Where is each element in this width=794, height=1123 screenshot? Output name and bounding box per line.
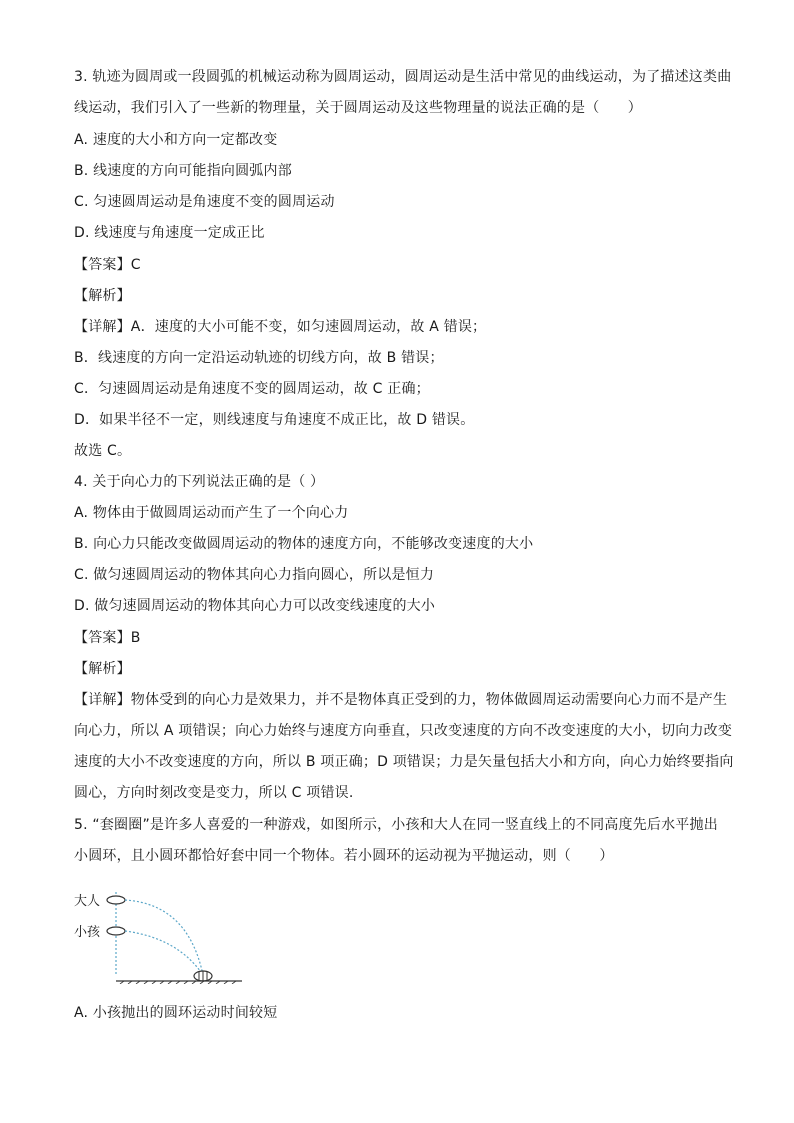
q5-stem-line1: 5. “套圈圈”是许多人喜爱的一种游戏，如图所示，小孩和大人在同一竖直线上的不同高度先后水平抛出 <box>74 817 718 833</box>
q4-option-b: B. 向心力只能改变做圆周运动的物体的速度方向，不能够改变速度的大小 <box>74 536 534 552</box>
q3-option-a: A. 速度的大小和方向一定都改变 <box>74 132 278 148</box>
q4-answer: 【答案】B <box>74 630 141 646</box>
q3-analysis-label: 【解析】 <box>74 288 131 304</box>
q3-stem-line2: 线运动，我们引入了一些新的物理量，关于圆周运动及这些物理量的说法正确的是（ ） <box>74 100 642 116</box>
adult-label: 大人 <box>74 894 101 909</box>
q5-option-a: A. 小孩抛出的圆环运动时间较短 <box>74 1005 278 1021</box>
q3-explanation-line4: D．如果半径不一定，则线速度与角速度不成正比，故 D 错误。 <box>74 412 475 428</box>
adult-trajectory <box>125 900 203 975</box>
q5-stem-line2: 小圆环，且小圆环都恰好套中同一个物体。若小圆环的运动视为平抛运动，则（ ） <box>74 848 614 864</box>
q3-explanation-line1: 【详解】A．速度的大小可能不变，如匀速圆周运动，故 A 错误； <box>74 319 487 335</box>
q3-answer: 【答案】C <box>74 257 141 273</box>
q3-option-c: C. 匀速圆周运动是角速度不变的圆周运动 <box>74 194 335 210</box>
q3-explanation-line3: C．匀速圆周运动是角速度不变的圆周运动，故 C 正确； <box>74 381 430 397</box>
adult-ring <box>107 896 125 904</box>
q3-stem-line1: 3. 轨迹为圆周或一段圆弧的机械运动称为圆周运动，圆周运动是生活中常见的曲线运动，为了描述这类曲 <box>74 69 732 85</box>
q4-stem: 4. 关于向心力的下列说法正确的是（ ） <box>74 474 325 490</box>
child-label: 小孩 <box>74 925 101 940</box>
q4-explanation-line4: 圆心，方向时刻改变是变力，所以 C 项错误. <box>74 785 354 801</box>
child-ring <box>107 927 125 935</box>
q3-explanation-line2: B．线速度的方向一定沿运动轨迹的切线方向，故 B 错误； <box>74 350 444 366</box>
q3-option-d: D. 线速度与角速度一定成正比 <box>74 225 265 241</box>
q4-explanation-line3: 速度的大小不改变速度的方向，所以 B 项正确；D 项错误；力是矢量包括大小和方向，向心力始终要指向 <box>74 754 734 770</box>
q4-option-d: D. 做匀速圆周运动的物体其向心力可以改变线速度的大小 <box>74 598 436 614</box>
q3-option-b: B. 线速度的方向可能指向圆弧内部 <box>74 163 292 179</box>
q4-option-a: A. 物体由于做圆周运动而产生了一个向心力 <box>74 505 349 521</box>
q4-option-c: C. 做匀速圆周运动的物体其向心力指向圆心，所以是恒力 <box>74 567 435 583</box>
child-trajectory <box>125 931 203 975</box>
ring-toss-figure <box>66 884 246 984</box>
ring-toss-diagram <box>66 884 246 984</box>
q3-explanation-line5: 故选 C。 <box>74 443 132 459</box>
q4-analysis-label: 【解析】 <box>74 661 131 677</box>
q4-explanation-line2: 向心力，所以 A 项错误；向心力始终与速度方向垂直，只改变速度的方向不改变速度的大小，切向力改变 <box>74 723 733 739</box>
q4-explanation-line1: 【详解】物体受到的向心力是效果力，并不是物体真正受到的力，物体做圆周运动需要向心力而不是产生 <box>74 692 728 708</box>
